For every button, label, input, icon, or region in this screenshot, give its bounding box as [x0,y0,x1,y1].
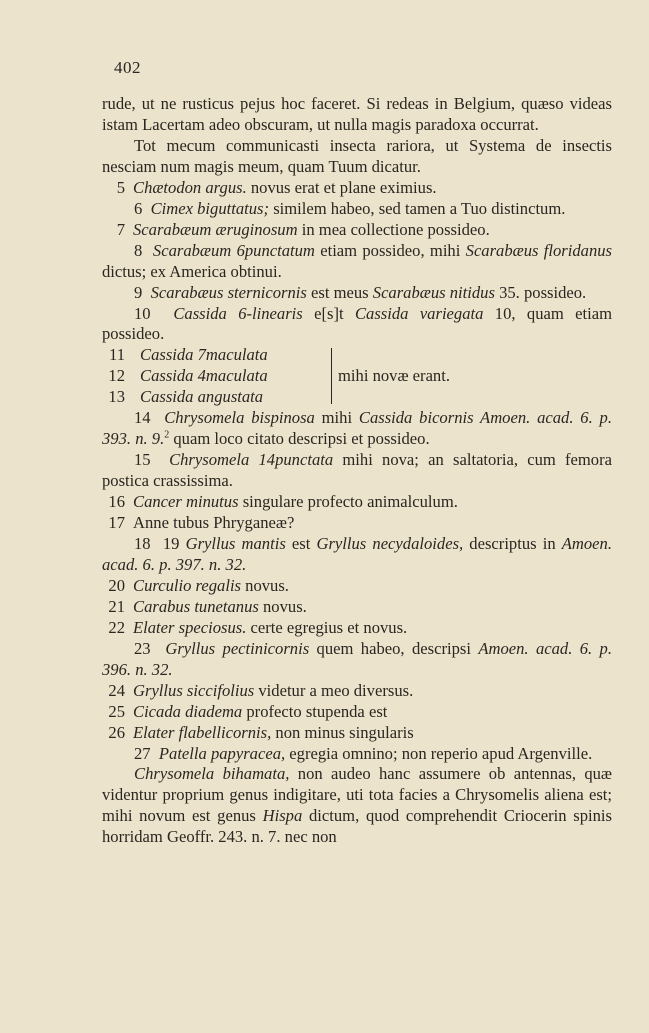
entry-17: 17 Anne tubus Phryganeæ? [108,513,295,533]
paragraph-final: Chrysomela bihamata, non audeo hanc assumere ob antennas, quæ videntur proprium genus indigitare, uti tota facies a Chrysomelis aliena est; mihi novum est genus Hispa dictum, quod comprehendit Criocerin spinis horridam Geoffr. 243. n. 7. nec non [102,764,612,847]
bracketed-entries [102,345,612,408]
entry-21: 21 Carabus tunetanus novus. [108,596,307,616]
entry-12: 12 Cassida 4maculata [108,366,268,386]
entry-14: 14 Chrysomela bispinosa mihi Cassida bicornis Amoen. acad. 6. p. 393. n. 9.$^2$ quam loco citato descripsi et possideo. [102,408,612,449]
entry-23: 23 Gryllus pectinicornis quem habeo, descripsi Amoen. acad. 6. p. 396. n. 32. [102,638,612,679]
entry-27: 27 Patella papyracea, egregia omnino; non reperio apud Argenville. [134,743,593,763]
page-body [102,94,612,848]
entry-20: 20 Curculio regalis novus. [108,575,289,595]
entry-24: 24 Gryllus siccifolius videtur a meo diversus. [108,680,414,700]
entry-16: 16 Cancer minutus singulare profecto animalculum. [108,492,458,512]
paragraph: Tot mecum communicasti insecta rariora, ut Systema de insectis nesciam num magis meum, quam Tuum dicatur. [102,135,612,176]
entry-10: 10 Cassida 6-linearis e[s]t Cassida variegata 10, quam etiam possideo. [102,303,612,344]
entry-15: 15 Chrysomela 14punctata mihi nova; an saltatoria, cum femora postica crassissima. [102,450,612,491]
entry-25: 25 Cicada diadema profecto stupenda est [108,701,388,721]
entry-8: 8 Scarabæum 6punctatum etiam possideo, mihi Scarabæus floridanus dictus; ex America obtinui. [102,240,613,281]
entry-13: 13 Cassida angustata [108,387,264,407]
paragraph: rude, ut ne rusticus pejus hoc faceret. Si redeas in Belgium, quæso videas istam Lacertam adeo obscuram, ut nulla magis paradoxa occurrat. [102,94,612,134]
brace [325,348,332,404]
entry-22: 22 Elater speciosus. certe egregius et novus. [108,617,408,637]
page-number: 402 [114,58,141,77]
entry-26: 26 Elater flabellicornis, non minus singularis [108,722,414,742]
brace-label: mihi novæ erant. [338,366,450,386]
entry-18: 18 19 Gryllus mantis est Gryllus necydaloides, descriptus in Amoen. acad. 6. p. 397. n. 32. [102,534,612,574]
entry-11: 11 Cassida 7maculata [109,345,268,365]
entry-6: 6 Cimex biguttatus; similem habeo, sed tamen a Tuo distinctum. [134,198,566,218]
footnote-marker: 2 [164,429,170,441]
entry-5: 5 Chætodon argus. novus erat et plane eximius. [116,177,437,197]
entry-7: 7 Scarabæum æruginosum in mea collectione possideo. [116,219,490,239]
entry-9: 9 Scarabæus sternicornis est meus Scarabæus nitidus 35. possideo. [134,282,587,302]
